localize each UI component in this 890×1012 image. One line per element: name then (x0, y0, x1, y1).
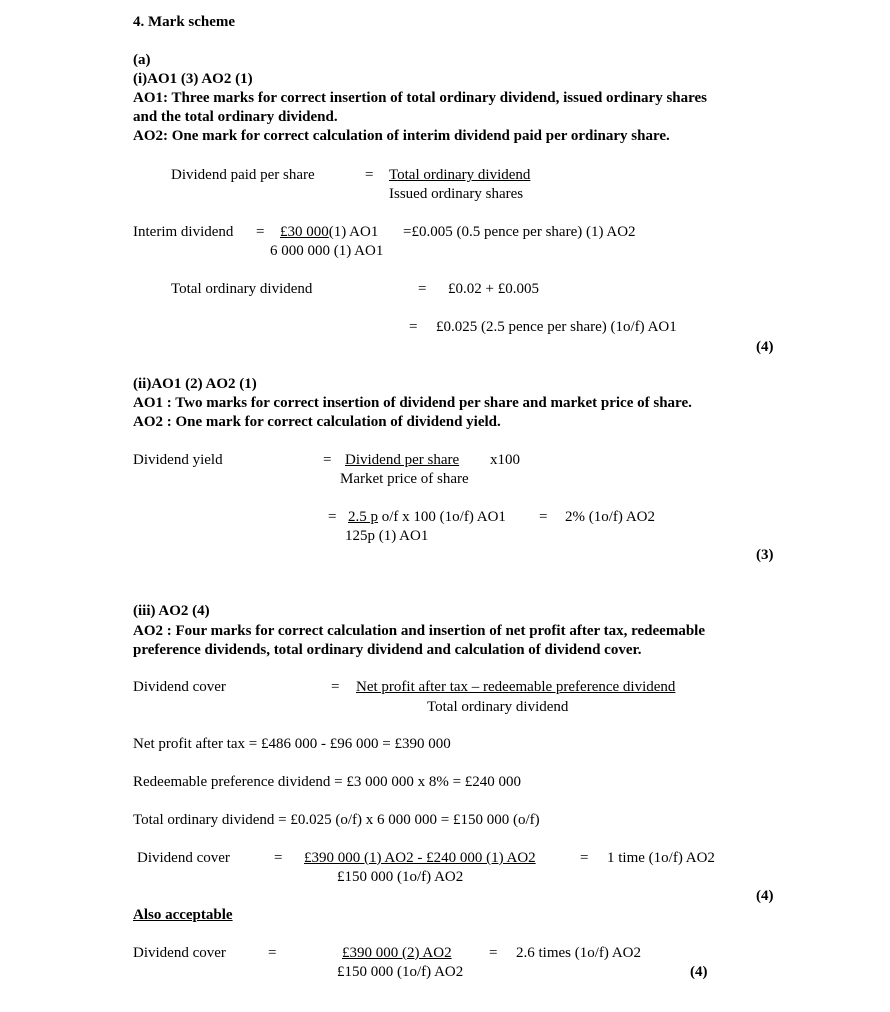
net-profit-line: Net profit after tax = £486 000 - £96 000 = £390 000 (133, 736, 451, 752)
part-ii-marks: (ii)AO1 (2) AO2 (1) (133, 376, 257, 392)
dividend-cover-label: Dividend cover (133, 679, 226, 695)
alt-cover-denominator: £150 000 (1o/f) AO2 (337, 964, 464, 980)
yield-numerator: Dividend per share (345, 452, 460, 468)
interim-numerator: £30 000(1) AO1 (280, 224, 379, 240)
equals-sign: = (418, 281, 427, 297)
cover-denominator: £150 000 (1o/f) AO2 (337, 869, 464, 885)
section-heading: 4. Mark scheme (133, 14, 236, 30)
yield-denominator: Market price of share (340, 471, 469, 487)
part-i-total-marks: (4) (756, 339, 774, 355)
part-iii-ao2-line2: preference dividends, total ordinary dividend and calculation of dividend cover. (133, 642, 642, 658)
interim-dividend-label: Interim dividend (133, 224, 234, 240)
dividend-cover-label: Dividend cover (137, 850, 230, 866)
alt-cover-marks: (4) (690, 964, 708, 980)
part-iii-ao2-line1: AO2 : Four marks for correct calculation and insertion of net profit after tax, redeemable (133, 623, 705, 639)
part-i-marks: (i)AO1 (3) AO2 (1) (133, 71, 253, 87)
yield-calc-numerator: 2.5 p o/f x 100 (1o/f) AO1 (348, 509, 506, 525)
total-ordinary-dividend-label: Total ordinary dividend (171, 281, 313, 297)
equals-sign: = (580, 850, 589, 866)
equals-sign: = (328, 509, 337, 525)
part-i-ao1-line1: AO1: Three marks for correct insertion of total ordinary dividend, issued ordinary shares (133, 90, 708, 106)
equals-sign: = (268, 945, 277, 961)
total-result: £0.025 (2.5 pence per share) (1o/f) AO1 (436, 319, 677, 335)
part-ii-ao2-line: AO2 : One mark for correct calculation of dividend yield. (133, 414, 501, 430)
redeemable-line: Redeemable preference dividend = £3 000 000 x 8% = £240 000 (133, 774, 522, 790)
cover-formula-denominator: Total ordinary dividend (427, 699, 569, 715)
yield-calc-denominator: 125p (1) AO1 (345, 528, 429, 544)
part-i-ao2-line: AO2: One mark for correct calculation of interim dividend paid per ordinary share. (133, 128, 670, 144)
equals-sign: = (539, 509, 548, 525)
dividend-yield-label: Dividend yield (133, 452, 223, 468)
alt-cover-numerator: £390 000 (2) AO2 (342, 945, 452, 961)
formula-denominator: Issued ordinary shares (389, 186, 524, 202)
cover-formula-numerator: Net profit after tax – redeemable preference dividend (356, 679, 676, 695)
interim-result: =£0.005 (0.5 pence per share) (1) AO2 (403, 224, 636, 240)
equals-sign: = (331, 679, 340, 695)
part-iii-total-marks: (4) (756, 888, 774, 904)
alt-cover-result: 2.6 times (1o/f) AO2 (516, 945, 641, 961)
dividend-cover-label: Dividend cover (133, 945, 226, 961)
equals-sign: = (256, 224, 265, 240)
part-ii-total-marks: (3) (756, 547, 774, 563)
formula-numerator: Total ordinary dividend (389, 167, 531, 183)
cover-numerator: £390 000 (1) AO2 - £240 000 (1) AO2 (304, 850, 536, 866)
dividend-per-share-label: Dividend paid per share (171, 167, 315, 183)
cover-result: 1 time (1o/f) AO2 (607, 850, 715, 866)
also-acceptable-heading: Also acceptable (133, 907, 233, 923)
total-ordinary-line: Total ordinary dividend = £0.025 (o/f) x 6 000 000 = £150 000 (o/f) (133, 812, 540, 828)
part-label: (a) (133, 52, 151, 68)
equals-sign: = (365, 167, 374, 183)
equals-sign: = (274, 850, 283, 866)
equals-sign: = (409, 319, 418, 335)
equals-sign: = (323, 452, 332, 468)
part-iii-marks: (iii) AO2 (4) (133, 603, 210, 619)
yield-multiplier: x100 (490, 452, 520, 468)
interim-denominator: 6 000 000 (1) AO1 (270, 243, 384, 259)
part-ii-ao1-line: AO1 : Two marks for correct insertion of dividend per share and market price of share. (133, 395, 692, 411)
equals-sign: = (489, 945, 498, 961)
part-i-ao1-line2: and the total ordinary dividend. (133, 109, 338, 125)
yield-result: 2% (1o/f) AO2 (565, 509, 655, 525)
total-expression: £0.02 + £0.005 (448, 281, 539, 297)
